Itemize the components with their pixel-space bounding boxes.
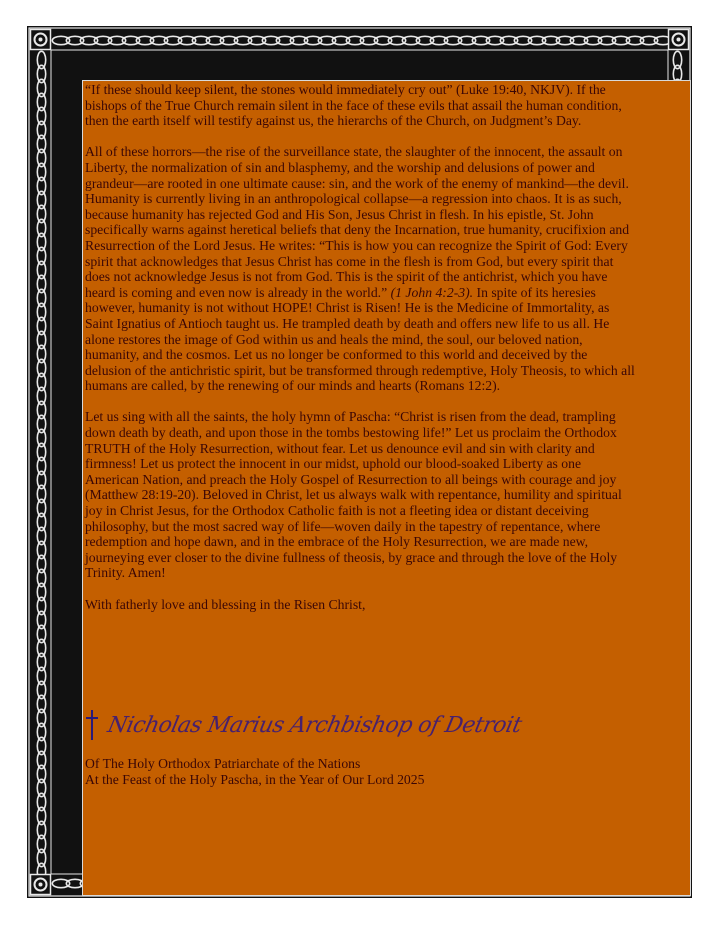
closing-feast-date: At the Feast of the Holy Pascha, in the Year of Our Lord 2025 xyxy=(85,771,425,787)
salutation: With fatherly love and blessing in the Risen Christ, xyxy=(85,596,366,612)
closing-patriarchate: Of The Holy Orthodox Patriarchate of the Nations xyxy=(85,756,361,771)
cross-icon xyxy=(84,708,100,742)
signature-block xyxy=(84,700,604,750)
paragraph-horrors xyxy=(85,144,637,394)
paragraph-pascha: Let us sing with all the saints, the holy hymn of Pascha: “Christ is risen from the dead, trampling down death by death, and upon those in the tombs bestowing life!” Let us proclaim the Orthodox TRUTH of the Holy Resurrection, without fear. Let us denounce evil and sin with clarity and firmness! Let us protect the innocent in our midst, uphold our blood-soaked Liberty as one American Nation, and preach the Holy Gospel of Resurrection to all beings with courage and joy (Matthew 28:19-20). Beloved in Christ, let us always walk with repentance, humility and spiritual joy in Christ Jesus, for the Orthodox Catholic faith is not a fleeting idea or distant deceiving philosophy, but the most sacred way of life—woven daily in the tapestry of repentance, where redemption and hope dawn, and in the embrace of the Holy Resurrection, we are made new, journeying ever closer to the divine fullness of theosis, by grace and through the love of the Holy Trinity. Amen! xyxy=(85,409,622,581)
paragraph-horrors-main: All of these horrors—the rise of the surveillance state, the slaughter of the innocent, the assault on Liberty, the normalization of sin and blasphemy, and the worship and delusions of power and grandeur—are rooted in one ultimate cause: sin, and the work of the enemy of mankind—the devil. Humanity is currently living in an anthropological collapse—a regression into chaos. It is as such, because humanity has rejected God and His Son, Jesus Christ in flesh. In his epistle, St. John specifically warns against heretical beliefs that deny the Incarnation, true humanity, crucifixion and Resurrection of the Lord Jesus. He writes: “This is how you can recognize the Spirit of God: Every spirit that acknowledges that Jesus Christ has come in the flesh is from God, but every spirit that does not acknowledge Jesus is not from God. This is the spirit of the antichrist, which you have heard is coming and even now is already in the world.” xyxy=(85,144,630,300)
paragraph-horrors-rest: In spite of its heresies however, humanity is not without HOPE! Christ is Risen! He is the Medicine of Immortality, as Saint Ignatius of Antioch taught us. He trampled death by death and offers new life to us all. He alone restores the image of God within us and heals the mind, the soul, our beloved nation, humanity, and the cosmos. Let us no longer be conformed to this world and deceived by the delusion of the antichristic spirit, but be transformed through redemptive, Holy Theosis, to which all humans are called, by the renewing of our minds and hearts (Romans 12:2). xyxy=(85,284,635,394)
letter-body xyxy=(85,82,637,628)
closing-lines xyxy=(85,756,605,787)
signature-name: Nicholas Marius Archbishop of Detroit xyxy=(105,712,524,738)
paragraph-luke: “If these should keep silent, the stones would immediately cry out” (Luke 19:40, NKJV). If the bishops of the True Church remain silent in the face of these evils that assail the human condition, then the earth itself will testify against us, the hierarchs of the Church, on Judgment’s Day. xyxy=(85,82,622,129)
scripture-reference: (1 John 4:2-3). xyxy=(390,284,474,300)
